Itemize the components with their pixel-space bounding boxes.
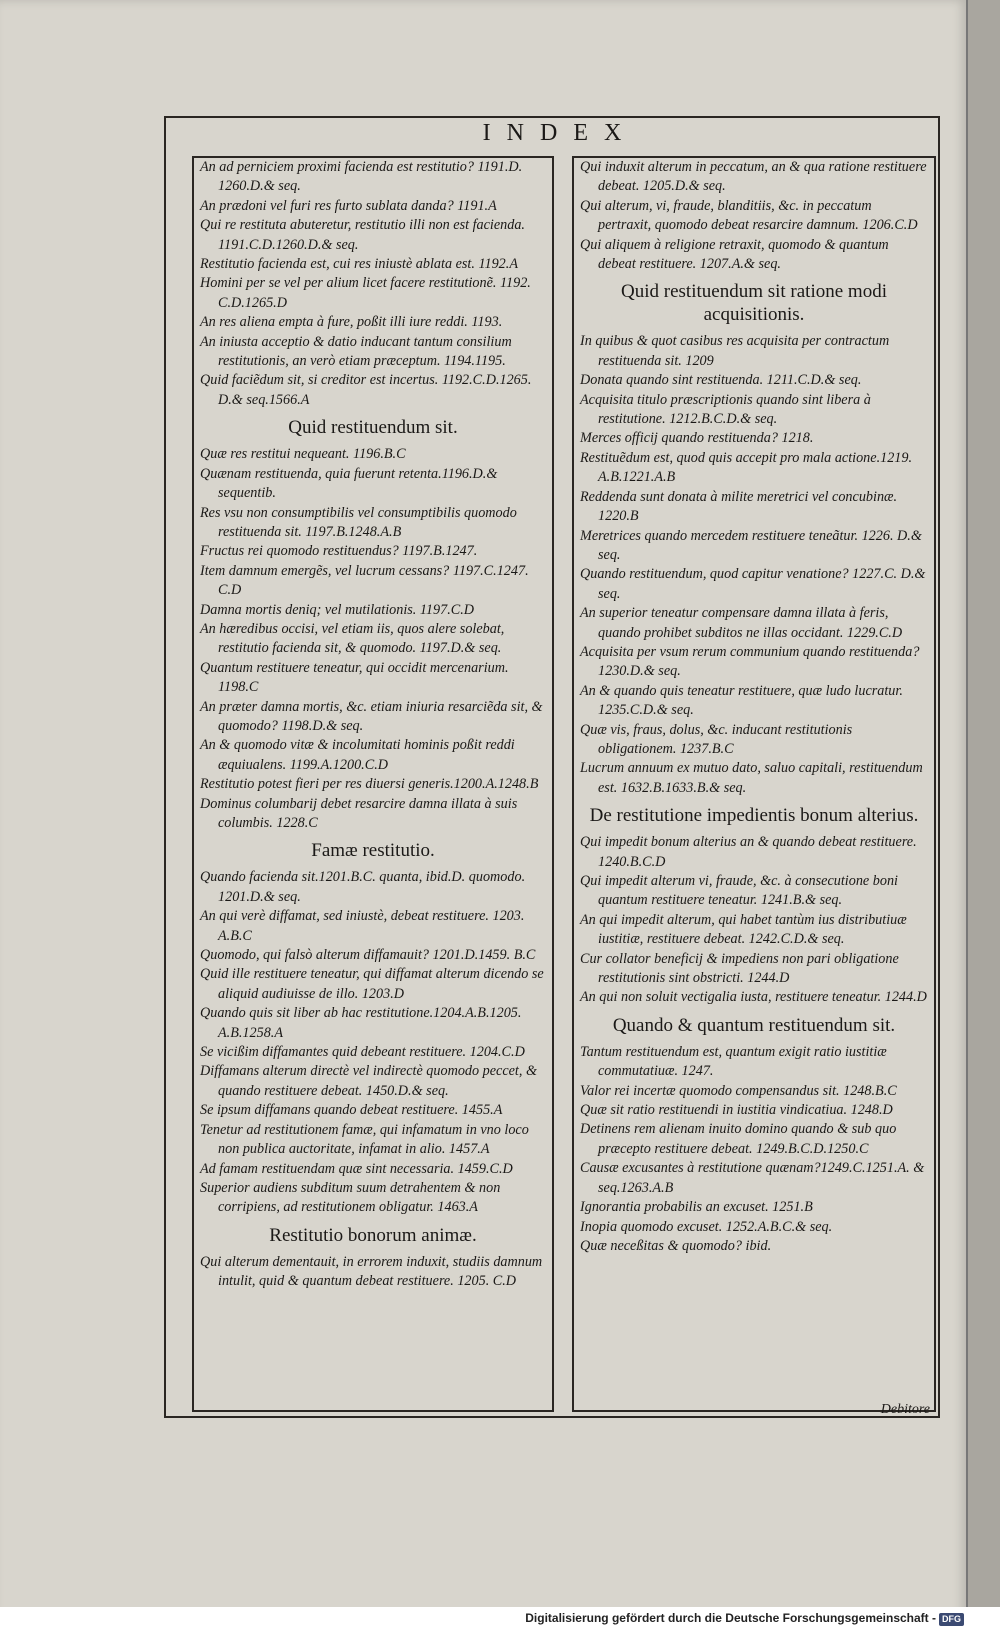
- digitization-footer: [0, 1607, 1000, 1629]
- index-entry: Detinens rem alienam inuito domino quando & sub quo præcepto restituere debeat. 1249.B.C.D.1250.C: [580, 1121, 897, 1157]
- index-entry: Qui re restituta abuteretur, restitutio illi non est facienda. 1191.C.D.1260.D.& seq.: [200, 217, 525, 253]
- next-page-edge: [966, 0, 1000, 1629]
- section-heading: Quid restituendum sit ratione modi acquisitionis.: [621, 281, 887, 326]
- index-entry: Quando facienda sit.1201.B.C. quanta, ibid.D. quomodo. 1201.D.& seq.: [200, 869, 526, 905]
- index-entry: An iniusta acceptio & datio inducant tantum consilium restitutionis, an verò etiam præceptum. 1194.1195.: [200, 333, 512, 370]
- index-entry: An hæredibus occisi, vel etiam iis, quos alere solebat, restitutio facienda sit, & quomodo. 1197.D.& seq.: [200, 620, 505, 657]
- section-heading: Famæ restitutio.: [311, 840, 435, 862]
- section-heading: Restitutio bonorum animæ.: [269, 1224, 477, 1246]
- index-entry: Restitutio facienda est, cui res iniustè ablata est. 1192.A: [200, 256, 518, 273]
- index-entry: Lucrum annuum ex mutuo dato, saluo capitali, restituendum est. 1632.B.1633.B.& seq.: [580, 760, 923, 796]
- dfg-logo-icon: DFG: [939, 1613, 964, 1626]
- index-entry: Damna mortis deniq; vel mutilationis. 1197.C.D: [200, 601, 475, 618]
- index-entry: Quantum restituere teneatur, qui occidit mercenarium. 1198.C: [200, 659, 509, 696]
- section-heading: De restitutione impedientis bonum alterius.: [589, 805, 919, 827]
- footer-text: Digitalisierung gefördert durch die Deutsche Forschungsgemeinschaft -: [525, 1611, 936, 1625]
- index-entry: An res aliena empta à fure, poßit illi iure reddi. 1193.: [200, 314, 503, 331]
- index-entry: Res vsu non consumptibilis vel consumptibilis quomodo restituenda sit. 1197.B.1248.A.B: [200, 504, 517, 540]
- index-entry: An præter damna mortis, &c. etiam iniuria resarciẽda sit, & quomodo? 1198.D.& seq.: [200, 698, 543, 734]
- index-entry: Quando restituendum, quod capitur venatione? 1227.C. D.& seq.: [580, 566, 926, 602]
- index-entry: Reddenda sunt donata à milite meretrici vel concubinæ. 1220.B: [580, 488, 898, 525]
- index-entry: An prædoni vel furi res furto sublata danda? 1191.A: [200, 197, 497, 214]
- index-entry: Qui impedit bonum alterius an & quando debeat restituere. 1240.B.C.D: [580, 834, 917, 870]
- index-entry: Item damnum emergẽs, vel lucrum cessans? 1197.C.1247. C.D: [200, 562, 529, 599]
- index-entry: Valor rei incertæ quomodo compensandus sit. 1248.B.C: [580, 1082, 897, 1099]
- section-heading: Quid restituendum sit.: [288, 417, 458, 439]
- index-entry: Ad famam restituendam quæ sint necessaria. 1459.C.D: [200, 1160, 513, 1177]
- catchword: Debitore: [880, 1402, 930, 1417]
- index-entry: Homini per se vel per alium licet facere restitutionẽ. 1192. C.D.1265.D: [200, 275, 531, 311]
- index-entry: An & quando quis teneatur restituere, quæ ludo lucratur. 1235.C.D.& seq.: [580, 682, 903, 719]
- index-entry: In quibus & quot casibus res acquisita per contractum restituenda sit. 1209: [580, 333, 890, 369]
- index-entry: Qui impedit alterum vi, fraude, &c. à consecutione boni quantum restituere teneatur. 1241.B.& seq.: [580, 873, 898, 909]
- index-entry: Quæ vis, fraus, dolus, &c. inducant restitutionis obligationem. 1237.B.C: [580, 721, 853, 757]
- index-entry: Diffamans alterum directè vel indirectè quomodo peccet, & quando restituere debeat. 1450.D.& seq.: [200, 1063, 537, 1099]
- index-entry: Merces officij quando restituenda? 1218.: [580, 430, 814, 447]
- section-heading: Quando & quantum restituendum sit.: [612, 1014, 896, 1036]
- index-entry: Acquisita per vsum rerum communium quando restituenda? 1230.D.& seq.: [580, 643, 920, 680]
- index-entry: Quid ille restituere teneatur, qui diffamat alterum dicendo se aliquid audiuisse de illo. 1203.D: [200, 966, 544, 1002]
- index-entry: Quænam restituenda, quia fuerunt retenta.1196.D.& sequentib.: [200, 465, 498, 502]
- page-frame: [164, 116, 940, 1418]
- index-entry: Causæ excusantes à restitutione quænam?1249.C.1251.A. & seq.1263.A.B: [580, 1160, 925, 1196]
- index-entry: An & quomodo vitæ & incolumitati hominis poßit reddi æquiualens. 1199.A.1200.C.D: [200, 737, 515, 773]
- index-entry: Acquisita titulo præscriptionis quando sint libera à restitutione. 1212.B.C.D.& seq.: [580, 391, 871, 428]
- index-entry: Restitutio potest fieri per res diuersi generis.1200.A.1248.B: [200, 776, 539, 793]
- index-column-left: [192, 156, 554, 1412]
- index-entry: An ad perniciem proximi facienda est restitutio? 1191.D. 1260.D.& seq.: [200, 159, 523, 195]
- index-entry: Qui alterum dementauit, in errorem induxit, studiis damnum intulit, quid & quantum debeat restituere. 1205. C.D: [200, 1253, 543, 1290]
- index-entry: Qui aliquem à religione retraxit, quomodo & quantum debeat restituere. 1207.A.& seq.: [580, 236, 889, 273]
- index-entry: Quæ res restitui nequeant. 1196.B.C: [200, 446, 406, 463]
- index-entry: Restituẽdum est, quod quis accepit pro mala actione.1219. A.B.1221.A.B: [580, 449, 913, 486]
- index-entry: Se ipsum diffamans quando debeat restituere. 1455.A: [200, 1102, 503, 1119]
- index-entry: Fructus rei quomodo restituendus? 1197.B.1247.: [200, 543, 478, 560]
- index-entry: Quæ neceßitas & quomodo? ibid.: [580, 1237, 772, 1254]
- index-entry: Meretrices quando mercedem restituere teneãtur. 1226. D.& seq.: [580, 527, 922, 563]
- index-entry: Se vicißim diffamantes quid debeant restituere. 1204.C.D: [200, 1044, 525, 1061]
- index-entry: An qui non soluit vectigalia iusta, restituere teneatur. 1244.D: [580, 989, 927, 1006]
- index-entry: Quomodo, qui falsò alterum diffamauit? 1201.D.1459. B.C: [200, 947, 536, 964]
- index-entry: Qui alterum, vi, fraude, blanditiis, &c. in peccatum pertraxit, quomodo debeat resarcire damnum. 1206.C.D: [580, 197, 918, 234]
- index-entry: Superior audiens subditum suum detrahentem & non corripiens, ad restitutionem obligatur. 1463.A: [200, 1179, 501, 1216]
- index-entry: Cur collator beneficij & impediens non pari obligatione restitutionis sint obstricti. 1244.D: [580, 950, 899, 987]
- index-entry: Dominus columbarij debet resarcire damna illata à suis columbis. 1228.C: [200, 795, 518, 831]
- index-entry: Qui induxit alterum in peccatum, an & qua ratione restituere debeat. 1205.D.& seq.: [580, 159, 927, 195]
- index-entry: Tantum restituendum est, quantum exigit ratio iustitiæ commutatiuæ. 1247.: [580, 1043, 887, 1080]
- index-entry: Inopia quomodo excuset. 1252.A.B.C.& seq.: [580, 1218, 833, 1235]
- index-column-right: [572, 156, 936, 1412]
- index-entry: Tenetur ad restitutionem famæ, qui infamatum in vno loco non publica auctoritate, infamat in alio. 1457.A: [200, 1121, 529, 1158]
- index-entry: Quæ sit ratio restituendi in iustitia vindicatiua. 1248.D: [580, 1102, 893, 1119]
- index-entry: Donata quando sint restituenda. 1211.C.D.& seq.: [580, 372, 862, 389]
- index-entry: Quando quis sit liber ab hac restitutione.1204.A.B.1205. A.B.1258.A: [200, 1005, 522, 1041]
- index-entry: An superior teneatur compensare damna illata à feris, quando prohibet subditos ne illas occidant. 1229.C.D: [580, 605, 903, 641]
- index-entry: An qui impedit alterum, qui habet tantùm ius distributiuæ iustitiæ, restituere debeat. 1242.C.D.& seq.: [580, 911, 907, 948]
- page-header: INDEX: [482, 120, 638, 146]
- index-entry: An qui verè diffamat, sed iniustè, debeat restituere. 1203. A.B.C: [200, 908, 525, 944]
- index-entry: Ignorantia probabilis an excuset. 1251.B: [580, 1199, 813, 1216]
- index-entry: Quid faciẽdum sit, si creditor est incertus. 1192.C.D.1265. D.& seq.1566.A: [200, 372, 532, 408]
